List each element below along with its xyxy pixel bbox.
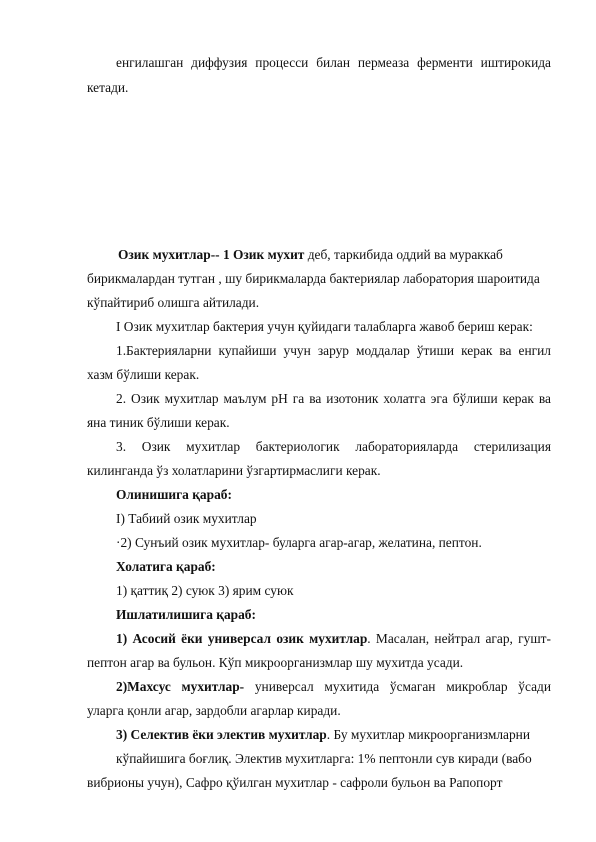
- text-line: бирикмалардан тутган , шу бирикмаларда бактериялар лаборатория шароитида: [87, 271, 540, 286]
- text-line: I Озик мухитлар бактерия учун қуйидаги талабларга жавоб бериш керак:: [116, 319, 533, 334]
- text-fragment: деб, таркибида оддий ва мураккаб: [304, 247, 503, 262]
- subheading-line: [116, 604, 256, 626]
- subheading-line: [116, 484, 232, 506]
- text-line: ·2) Сунъий озик мухитлар- буларга агар-агар, желатина, пептон.: [116, 535, 482, 550]
- section-heading: Озик мухитлар-- 1 Озик мухит: [118, 247, 305, 262]
- text-line: 1) қаттиқ 2) суюк 3) ярим суюк: [116, 583, 294, 598]
- text-line: кўпайтириб олишга айтилади.: [87, 295, 260, 310]
- text-fragment: . Масалан, нейтрал агар, гушт-: [367, 631, 551, 646]
- text-line: кетади.: [87, 80, 129, 95]
- text-line: 3. Озик мухитлар бактериологик лабораторияларда стерилизация: [116, 439, 551, 454]
- section-heading-line: [118, 244, 503, 266]
- text-line: [116, 676, 551, 698]
- text-line: хазм бўлиши керак.: [87, 367, 200, 382]
- text-line: 2. Озик мухитлар маълум pH га ва изотоник холатга эга бўлиши керак ва: [116, 391, 551, 406]
- text-line: уларга қонли агар, зардобли агарлар киради.: [87, 703, 341, 718]
- text-fragment: универсал мухитида ўсмаган микроблар ўсади: [244, 679, 551, 694]
- text-line: вибрионы учун), Сафро қўилган мухитлар - сафроли бульон ва Рапопорт: [87, 775, 503, 790]
- text-line: I) Табиий озик мухитлар: [116, 511, 257, 526]
- text-line: [116, 628, 551, 650]
- term-bold: 2)Махсус мухитлар-: [116, 679, 245, 694]
- term-bold: 3) Селектив ёки электив мухитлар: [116, 727, 327, 742]
- term-bold: 1) Асосий ёки универсал озик мухитлар: [116, 631, 368, 646]
- text-fragment: . Бу мухитлар микроорганизмларни: [326, 727, 530, 742]
- text-line: пептон агар ва бульон. Кўп микроорганизмлар шу мухитда усади.: [87, 655, 464, 670]
- text-line: яна тиник бўлиши керак.: [87, 415, 230, 430]
- subheading: Ишлатилишига қараб:: [116, 607, 256, 622]
- text-line: 1.Бактерияларни купайиши учун зарур моддалар ўтиши керак ва енгил: [116, 343, 551, 358]
- text-line: енгилашган диффузия процесси билан пермеаза ферменти иштирокида: [116, 55, 551, 70]
- text-line: килинганда ўз холатларини ўзгартирмаслиги керак.: [87, 463, 381, 478]
- subheading: Холатига қараб:: [116, 559, 216, 574]
- text-line: [116, 724, 530, 746]
- subheading-line: [116, 556, 216, 578]
- subheading: Олинишига қараб:: [116, 487, 232, 502]
- text-line: кўпайишига боғлиқ. Электив мухитларга: 1% пептонли сув киради (вабо: [116, 751, 532, 766]
